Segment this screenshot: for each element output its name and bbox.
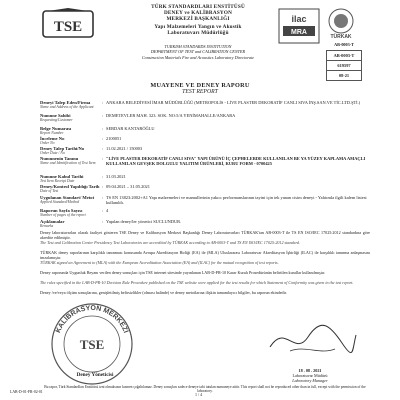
- department-name-en: DEPARTMENT OF TEST and CALIBRATION CENTER: [150, 49, 246, 55]
- institute-header: [118, 4, 278, 36]
- ilac-mra-logo-icon: [278, 8, 320, 44]
- field-label-en: Remarks: [40, 224, 54, 229]
- signature-caption: [270, 368, 350, 383]
- box-value: 619597: [327, 61, 361, 71]
- field-label: Uygulanan Standart/ Metot: [40, 195, 95, 200]
- field-value: 09.04.2021 – 31.05.2021: [106, 184, 150, 189]
- division-name: DENEY ve KALİBRASYON: [163, 10, 233, 16]
- field-value: 2100051: [106, 136, 122, 141]
- uncertainty-paragraph: Deney /ve/veya ölçüm sonuçlarına, genişletilmiş belirsizlikler (olması halinde) ve deney metotlarına ilişkin tamamlayıcı bilgiler, bu raporun ekindedir.: [40, 290, 287, 295]
- turkak-code: AB-0003-T: [334, 42, 354, 47]
- field-label: Belge Numarası: [40, 126, 72, 131]
- seal-center-text: TSE: [79, 337, 105, 352]
- field-label: Açıklamalar: [40, 219, 65, 224]
- signature-title-en: Laboratory Manager: [292, 378, 328, 383]
- field-label-en: Name and Address of the Applicant: [40, 105, 94, 110]
- seal-ring-text: KALİBRASYON MERKEZİ: [55, 304, 129, 335]
- institute-header-en: [118, 44, 278, 60]
- field-label-en: Number of pages of the report: [40, 213, 86, 218]
- footer-note: Bu rapor, Türk Standardları Enstitüsü izni olmaksızın kısmen çoğaltılamaz. Deney sonuçları sadece deneye tabi tutulan numuneye aittir. This report shall not be reproduced other than in full, except with the permission of the laboratory.: [44, 385, 366, 394]
- signature-title: Laboratuvar Müdürü: [292, 373, 328, 378]
- field-label: Numune Kabul Tarihi: [40, 174, 84, 179]
- report-title: [100, 82, 300, 95]
- field-value: ANKARA BELEDİYESİ İMAR MÜDÜRLÜĞÜ (METROPOLİS - LİVE PLASTER DEKORATİF CANLI SIVA İNŞ.SAN.VE TİC.LTD.ŞTİ.): [106, 100, 361, 105]
- svg-text:MRA: MRA: [291, 29, 307, 36]
- field-label: Deney Talep Tarihi/No: [40, 146, 85, 151]
- seal-caption: Deney Yöneticisi: [76, 372, 114, 378]
- institute-name: TÜRK STANDARDLARI ENSTİTÜSÜ: [151, 4, 245, 10]
- signature-icon: [260, 315, 360, 365]
- field-label: Deney/Kontrol Yapıldığı Tarih: [40, 184, 100, 189]
- field-value: "LİVE PLASTER DEKORATİF CANLI SIVA" YAPI ÜRÜNÜ İÇ ÇEPHELERDE KULLANILAN BE YA YÜZEY KAPLAMA AMAÇLI KULLANILAN GEVŞEK DOLGULU YALITIM ÜRÜNLERİ, KURU FORM - 0700425: [106, 156, 366, 167]
- presidency-name: MERKEZİ BAŞKANLIĞI: [166, 16, 230, 22]
- turkak-label: TÜRKAK: [330, 34, 352, 40]
- report-title-tr: MUAYENE VE DENEY RAPORU: [150, 82, 250, 89]
- field-value: 31.03.2021: [106, 174, 126, 179]
- field-label: Deneyi Talep Eden/Firma: [40, 100, 91, 105]
- field-label-en: Report Number: [40, 131, 64, 136]
- svg-text:KALİBRASYON MERKEZİ: [55, 305, 130, 334]
- tse-logo-icon: [42, 8, 94, 40]
- mla-paragraph: TÜRKAK deney raporlarının karşılıklı tanınması konusunda Avrupa Akreditasyon Birliği (EA) ile (MLA) Uluslararası Laboratuvar Akreditasyon İşbirliği (ILAC) ile karşılıklı tanınma anlaşmasını imzalamıştır.: [40, 250, 370, 260]
- field-label-en: Date of Test: [40, 189, 59, 194]
- field-value: DEMETEVLER MAH. 323. SOK. NO:5/A YENİMAHALLE/ANKARA: [106, 113, 236, 118]
- accreditation-paragraph-en: The Test and Calibration Center Presidency Test Laboratories are accredited by TÜRKAK according to AB-0003-T and TS EN ISO/IEC 17025:2012 standard.: [40, 240, 300, 245]
- accreditation-paragraph: Deney laboratuvarları olarak faaliyet gösteren TSE Deney ve Kalibrasyon Merkezi Başkanlığı Deney Laboratuvarları TÜRKAK'tan AB-0003-T ile TS EN ISO/IEC 17025:2012 standardına göre akredite edilmiştir.: [40, 230, 370, 240]
- field-value: Yapılan deney/ler yönetici SUCLUNDUR.: [106, 219, 182, 224]
- field-label-en: Requesting/Customer: [40, 118, 73, 123]
- tse-logo-text: TSE: [53, 19, 83, 35]
- field-label-en: Order No: [40, 141, 55, 146]
- field-label-en: Test Item Receipt Date: [40, 179, 75, 184]
- field-label: Raporun Sayfa Sayısı: [40, 208, 83, 213]
- turkak-logo-icon: [324, 6, 358, 40]
- box-value: AB-0003-T: [327, 51, 361, 61]
- field-label: Numunenin Tanımı: [40, 156, 79, 161]
- report-number-box: [326, 50, 362, 81]
- field-value: 4: [106, 208, 109, 213]
- decision-rule-paragraph-en: The rules specified in the LAB-D-PR-10 Decision Rule Procedure published on the TSE website were applied for the test results for which Statement of Conformity was given in the test report.: [40, 280, 354, 285]
- document-code: LAB-D-01-FR-02-01: [10, 390, 43, 394]
- institute-name-en: TURKISH STANDARDS INSTITUTION: [164, 44, 232, 49]
- mla-paragraph-en: TÜRKAK signed an Agreement to (MLA) with the European Accreditation Association (EA) and (ILAC) for the mutual recognition of test reports.: [40, 260, 279, 265]
- field-label: İnceleme No: [40, 136, 65, 141]
- field-value: 11.02.2021 / 150003: [106, 146, 143, 151]
- lab-name-tr-2: Laboratuvarı Müdürlüğü: [167, 30, 229, 36]
- field-label-en: Name and Identification of Test Item: [40, 161, 96, 166]
- svg-text:ilac: ilac: [291, 14, 307, 24]
- field-value: SERDAR KANTARÖĞLU: [106, 126, 155, 131]
- field-value: TS EN 13823:2002+A1 Yapı malzemeleri ve mamullerinin yakıcı performanslarının tayini için tek yanan cisim deneyi - Yalıtımla ilgili kalem listesi kullanıldı.: [106, 195, 367, 206]
- field-label-en: Applied Standard/Method: [40, 200, 80, 205]
- lab-name-tr-1: Yapı Malzemeleri Yangın ve Akustik: [154, 24, 242, 30]
- decision-rule-paragraph: Deney raporunda Uygunluk Beyanı verilen deney sonuçları için TSE internet sitesinde yayınlanan LAB-D-PR-10 Karar Kuralı Prosedürünün belirtilen kurallar kullanılmıştır.: [40, 270, 326, 275]
- test-report-page: TSE TÜRK STANDARDLARI ENSTİTÜSÜ DENEY ve KALİBRASYON MERKEZİ BAŞKANLIĞI Yapı Malzemeleri Yangın ve Akustik Laboratuvarı Müdürlüğü ilac MRA TÜRKAK AB-0003-T AB-0003-T 619597 08-21 TURKISH STANDARDS INSTITUTION DEPARTMENT OF TEST and CALIBRATION CENTER Construction Materials Fire and Acoustics Laboratory Directorate MUAYENE VE DENEY RAPORU TEST REPORT Deneyi Talep Eden/Firma Name and Address of the Applicant : ANKARA BELEDİYESİ İMAR MÜDÜRLÜĞÜ (METROPOLİS - LİVE PLASTER DEKORATİF CANLI SIVA İNŞ.SAN.VE TİC.LTD.ŞTİ.) Numune Sahibi Requesting/Customer : DEMETEVLER MAH. 323. SOK. NO:5/A YENİMAHALLE/ANKARA Belge Numarası Report Number : SERDAR KANTARÖĞLU İnceleme No Order No : 2100051 Deney Talep Tarihi/No Order Date / No : 11.02.2021 / 150003 Numunenin Tanımı Name and Identification of Test Item : "LİVE PLASTER DEKORATİF CANLI SIVA" YAPI ÜRÜNÜ İÇ ÇEPHELERDE KULLANILAN BE YA YÜZEY KAPLAMA AMAÇLI KULLANILAN GEVŞEK DOLGULU YALITIM ÜRÜNLERİ, KURU FORM - 0700425 Numune Kabul Tarihi Test Item Receipt Date : 31.03.2021 Deney/Kontrol Yapıldığı Tarih Date of Test : 09.04.2021 – 31.05.2021 Uygulanan Standart/ Metot Applied Standard/Method : TS EN 13823:2002+A1 Yapı malzemeleri ve mamullerinin yakıcı performanslarının tayini için tek yanan cisim deneyi - Yalıtımla ilgili kalem listesi kullanıldı. Raporun Sayfa Sayısı Number of pages of the report : 4 Açıklamalar Remarks : Yapılan deney/ler yönetici SUCLUNDUR. Deney laboratuvarları olarak faaliyet gösteren TSE Deney ve Kalibrasyon Merkezi Başkanlığı Deney Laboratuvarları TÜRKAK'tan AB-0003-T ile TS EN ISO/IEC 17025:2012 standardına göre akredite edilmiştir. The Test and Calibration Center Presidency Test Laboratories are accredited by TÜRKAK according to AB-0003-T and TS EN ISO/IEC 17025:2012 standard. TÜRKAK deney raporlarının karşılıklı tanınması konusunda Avrupa Akreditasyon Birliği (EA) ile (MLA) Uluslararası Laboratuvar Akreditasyon İşbirliği (ILAC) ile karşılıklı tanınma anlaşmasını imzalamıştır. TÜRKAK signed an Agreement to (MLA) with the European Accreditation Association (EA) and (ILAC) for the mutual recognition of test reports. Deney raporunda Uygunluk Beyanı verilen deney sonuçları için TSE internet sitesinde yayınlanan LAB-D-PR-10 Karar Kuralı Prosedürünün belirtilen kurallar kullanılmıştır. The rules specified in the LAB-D-PR-10 Decision Rule Procedure published on the TSE website were applied for the test results for which Statement of Conformity was given in the test report. Deney /ve/veya ölçüm sonuçlarına, genişletilmiş belirsizlikler (olması halinde) ve deney metotlarına ilişkin tamamlayıcı bilgiler, bu raporun ekindedir. KALİBRASYON MERKEZİ TSE Deney Yöneticisi 18 . 08 . 2021 Laboratuvar Müdürü Laboratory Manager Bu rapor, Türk Standardları Enstitüsü izni olmaksızın kısmen çoğaltılamaz. Deney sonuçları sadece deneye tabi tutulan numuneye aittir. This report shall not be reproduced other than in full, except with the permission of the laboratory. LAB-D-01-FR-02-01 1 / 4: [0, 0, 400, 400]
- signature-date: 18 . 08 . 2021: [298, 368, 322, 373]
- report-title-en: TEST REPORT: [182, 89, 218, 95]
- field-label: Numune Sahibi: [40, 113, 71, 118]
- page-number: 1 / 4: [195, 392, 203, 397]
- field-label-en: Order Date / No: [40, 151, 65, 156]
- box-value: 08-21: [338, 73, 350, 78]
- lab-name-en: Construction Materials Fire and Acoustics Laboratory Directorate: [141, 54, 255, 60]
